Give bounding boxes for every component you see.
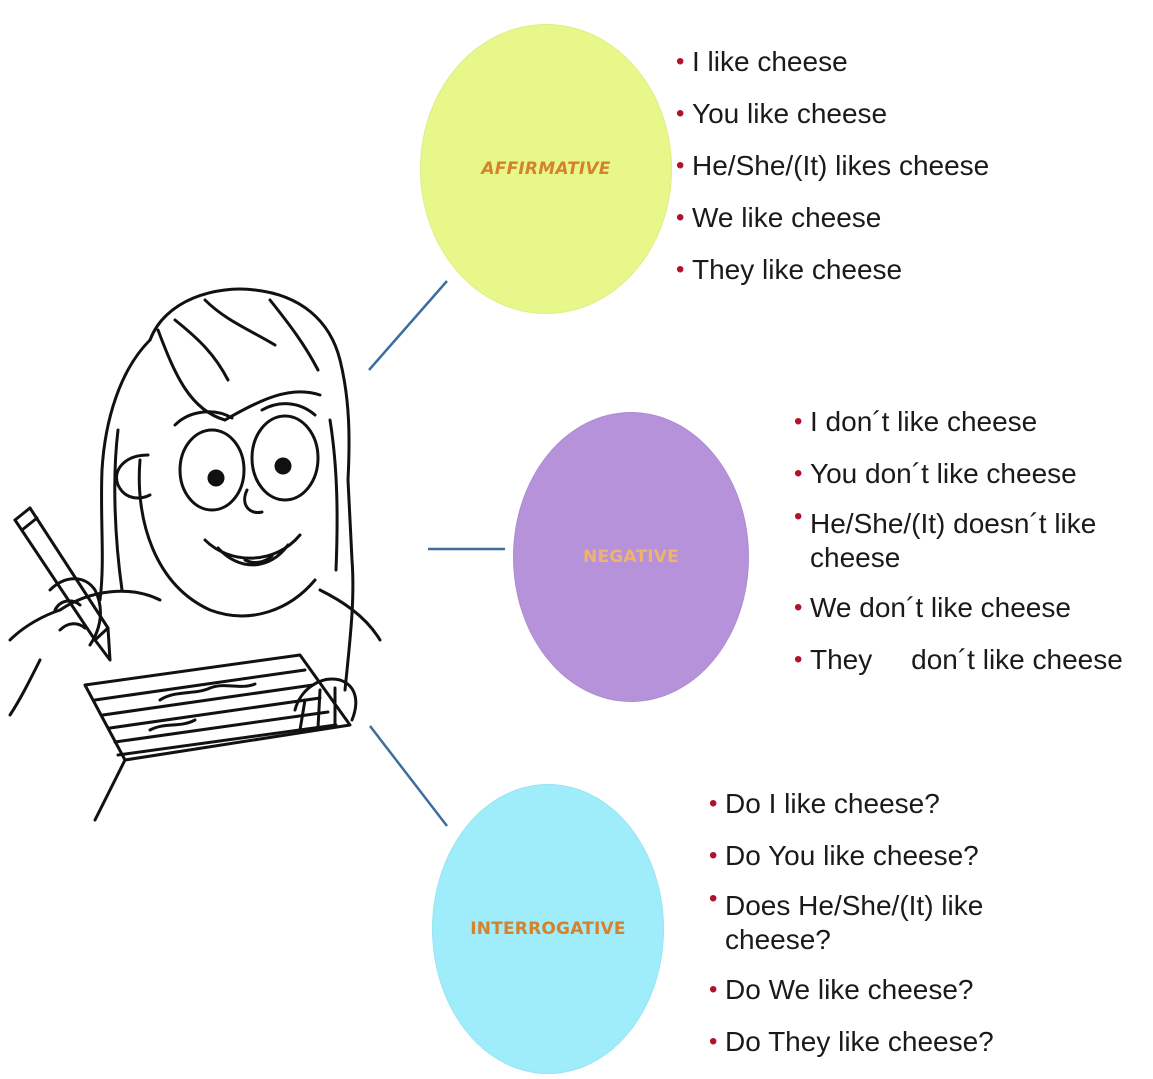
affirmative-label: AFFIRMATIVE <box>481 159 611 179</box>
interrogative-circle <box>432 784 664 1074</box>
list-item: • You like cheese <box>676 88 989 140</box>
affirmative-list <box>676 36 989 296</box>
girl-writing-illustration <box>10 289 380 820</box>
connector-affirmative <box>369 281 447 370</box>
interrogative-list <box>709 778 1039 1068</box>
list-item: • You don´t like cheese <box>794 448 1139 500</box>
negative-list <box>794 396 1139 686</box>
list-item: • Do You like cheese? <box>709 830 1039 882</box>
list-item: • We like cheese <box>676 192 989 244</box>
negative-circle <box>513 412 749 702</box>
list-item: • He/She/(It) likes cheese <box>676 140 989 192</box>
list-item: • We don´t like cheese <box>794 582 1139 634</box>
list-item: • They don´t like cheese <box>794 634 1139 686</box>
list-item: • Do I like cheese? <box>709 778 1039 830</box>
affirmative-circle <box>420 24 672 314</box>
list-item: • Does He/She/(It) like cheese? <box>709 882 1039 964</box>
connector-interrogative <box>370 726 447 826</box>
list-item: • I don´t like cheese <box>794 396 1139 448</box>
list-item: • Do We like cheese? <box>709 964 1039 1016</box>
list-item: • I like cheese <box>676 36 989 88</box>
interrogative-label: INTERROGATIVE <box>470 919 626 939</box>
negative-label: NEGATIVE <box>583 547 679 567</box>
list-item: • He/She/(It) doesn´t like cheese <box>794 500 1139 582</box>
list-item: • Do They like cheese? <box>709 1016 1039 1068</box>
list-item: • They like cheese <box>676 244 989 296</box>
